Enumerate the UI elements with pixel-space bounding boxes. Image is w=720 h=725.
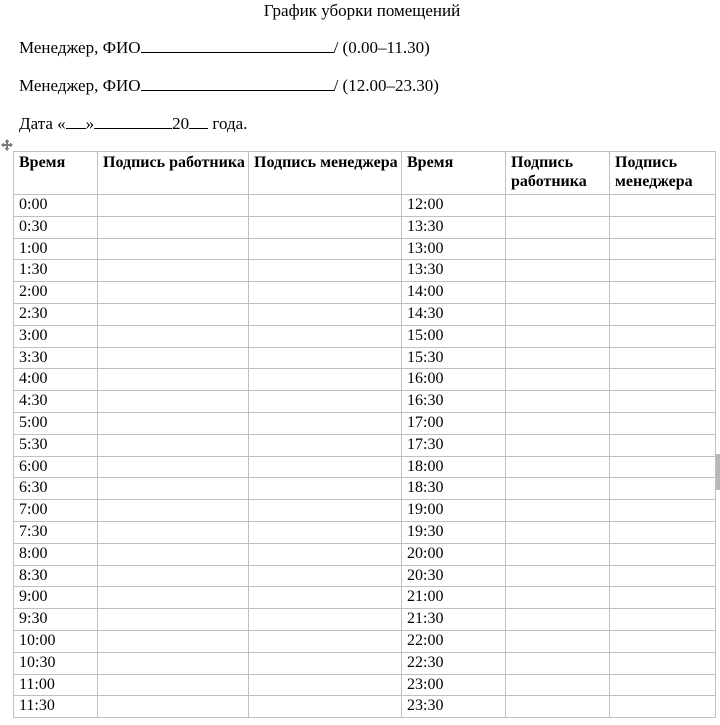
table-row xyxy=(14,195,716,217)
worker-signature-cell[interactable] xyxy=(98,391,249,413)
manager-signature-cell[interactable] xyxy=(249,587,402,609)
worker-signature-cell[interactable] xyxy=(98,696,249,718)
worker-signature-cell[interactable] xyxy=(506,696,610,718)
time-cell-day: 13:00 xyxy=(402,238,506,260)
manager-signature-cell[interactable] xyxy=(610,369,716,391)
worker-signature-cell[interactable] xyxy=(506,195,610,217)
time-cell-day: 23:30 xyxy=(402,696,506,718)
manager-signature-cell[interactable] xyxy=(610,282,716,304)
manager-signature-cell[interactable] xyxy=(249,238,402,260)
time-cell-night: 5:00 xyxy=(14,412,98,434)
table-row xyxy=(14,478,716,500)
manager-signature-cell[interactable] xyxy=(610,500,716,522)
worker-signature-cell[interactable] xyxy=(98,630,249,652)
time-cell-night: 10:30 xyxy=(14,652,98,674)
time-cell-day: 19:30 xyxy=(402,521,506,543)
table-row xyxy=(14,587,716,609)
date-line xyxy=(19,114,247,134)
manager-signature-cell[interactable] xyxy=(249,412,402,434)
time-cell-night: 3:30 xyxy=(14,347,98,369)
worker-signature-cell[interactable] xyxy=(506,478,610,500)
manager-signature-cell[interactable] xyxy=(610,521,716,543)
manager-signature-cell[interactable] xyxy=(610,216,716,238)
table-body xyxy=(14,195,716,718)
manager-signature-cell[interactable] xyxy=(249,456,402,478)
manager-label: Менеджер, ФИО xyxy=(19,76,141,95)
time-cell-night: 10:00 xyxy=(14,630,98,652)
manager-signature-cell[interactable] xyxy=(249,282,402,304)
worker-signature-cell[interactable] xyxy=(506,630,610,652)
time-cell-night: 8:00 xyxy=(14,543,98,565)
manager-name-blank[interactable] xyxy=(141,76,334,91)
move-arrows-icon[interactable] xyxy=(1,138,13,150)
table-row xyxy=(14,412,716,434)
time-cell-night: 11:30 xyxy=(14,696,98,718)
header-worker-signature-night: Подпись работника xyxy=(98,152,249,195)
worker-signature-cell[interactable] xyxy=(98,195,249,217)
date-day-blank[interactable] xyxy=(66,114,86,129)
time-cell-day: 13:30 xyxy=(402,260,506,282)
manager-line-day xyxy=(19,76,439,96)
time-cell-day: 20:30 xyxy=(402,565,506,587)
worker-signature-cell[interactable] xyxy=(98,674,249,696)
time-cell-day: 22:00 xyxy=(402,630,506,652)
table-header-row xyxy=(14,152,716,195)
scroll-marker[interactable] xyxy=(716,454,720,490)
time-cell-night: 1:00 xyxy=(14,238,98,260)
table-row xyxy=(14,696,716,718)
time-cell-day: 20:00 xyxy=(402,543,506,565)
header-time-day: Время xyxy=(402,152,506,195)
manager-signature-cell[interactable] xyxy=(249,347,402,369)
time-cell-day: 23:00 xyxy=(402,674,506,696)
time-cell-day: 16:00 xyxy=(402,369,506,391)
worker-signature-cell[interactable] xyxy=(98,652,249,674)
time-cell-night: 5:30 xyxy=(14,434,98,456)
time-cell-night: 1:30 xyxy=(14,260,98,282)
worker-signature-cell[interactable] xyxy=(98,543,249,565)
time-cell-day: 21:30 xyxy=(402,609,506,631)
manager-signature-cell[interactable] xyxy=(249,696,402,718)
manager-signature-cell[interactable] xyxy=(610,609,716,631)
time-cell-night: 4:30 xyxy=(14,391,98,413)
manager-shift: / (12.00–23.30) xyxy=(333,76,439,95)
worker-signature-cell[interactable] xyxy=(98,216,249,238)
time-cell-day: 16:30 xyxy=(402,391,506,413)
manager-signature-cell[interactable] xyxy=(249,543,402,565)
worker-signature-cell[interactable] xyxy=(506,282,610,304)
move-arrows-icon-svg xyxy=(1,139,13,151)
manager-signature-cell[interactable] xyxy=(249,216,402,238)
table-row xyxy=(14,456,716,478)
time-cell-day: 21:00 xyxy=(402,587,506,609)
worker-signature-cell[interactable] xyxy=(506,347,610,369)
time-cell-day: 22:30 xyxy=(402,652,506,674)
worker-signature-cell[interactable] xyxy=(98,478,249,500)
worker-signature-cell[interactable] xyxy=(506,543,610,565)
worker-signature-cell[interactable] xyxy=(98,260,249,282)
table-row xyxy=(14,630,716,652)
time-cell-night: 9:30 xyxy=(14,609,98,631)
table-row xyxy=(14,565,716,587)
worker-signature-cell[interactable] xyxy=(506,521,610,543)
table-row xyxy=(14,609,716,631)
worker-signature-cell[interactable] xyxy=(506,369,610,391)
table-row xyxy=(14,238,716,260)
table-row xyxy=(14,369,716,391)
manager-signature-cell[interactable] xyxy=(249,652,402,674)
worker-signature-cell[interactable] xyxy=(98,500,249,522)
worker-signature-cell[interactable] xyxy=(98,238,249,260)
time-cell-day: 18:30 xyxy=(402,478,506,500)
manager-signature-cell[interactable] xyxy=(249,630,402,652)
worker-signature-cell[interactable] xyxy=(98,434,249,456)
worker-signature-cell[interactable] xyxy=(506,260,610,282)
time-cell-night: 7:00 xyxy=(14,500,98,522)
manager-signature-cell[interactable] xyxy=(249,434,402,456)
manager-signature-cell[interactable] xyxy=(249,521,402,543)
date-year-blank[interactable] xyxy=(189,114,208,129)
time-cell-day: 15:30 xyxy=(402,347,506,369)
manager-signature-cell[interactable] xyxy=(610,565,716,587)
table-row xyxy=(14,652,716,674)
time-cell-night: 6:00 xyxy=(14,456,98,478)
time-cell-night: 9:00 xyxy=(14,587,98,609)
time-cell-day: 14:00 xyxy=(402,282,506,304)
manager-signature-cell[interactable] xyxy=(610,543,716,565)
table-row xyxy=(14,260,716,282)
worker-signature-cell[interactable] xyxy=(506,216,610,238)
manager-signature-cell[interactable] xyxy=(249,609,402,631)
worker-signature-cell[interactable] xyxy=(98,325,249,347)
worker-signature-cell[interactable] xyxy=(506,587,610,609)
manager-signature-cell[interactable] xyxy=(249,303,402,325)
manager-signature-cell[interactable] xyxy=(610,478,716,500)
date-suffix: года. xyxy=(208,114,248,133)
manager-signature-cell[interactable] xyxy=(610,238,716,260)
worker-signature-cell[interactable] xyxy=(98,412,249,434)
worker-signature-cell[interactable] xyxy=(506,674,610,696)
manager-shift: / (0.00–11.30) xyxy=(333,38,430,57)
table-row xyxy=(14,521,716,543)
worker-signature-cell[interactable] xyxy=(506,609,610,631)
manager-signature-cell[interactable] xyxy=(610,412,716,434)
manager-signature-cell[interactable] xyxy=(249,260,402,282)
time-cell-day: 17:30 xyxy=(402,434,506,456)
worker-signature-cell[interactable] xyxy=(98,303,249,325)
time-cell-night: 7:30 xyxy=(14,521,98,543)
header-worker-signature-day: Подпись работника xyxy=(506,152,610,195)
manager-signature-cell[interactable] xyxy=(610,303,716,325)
time-cell-day: 12:00 xyxy=(402,195,506,217)
table-row xyxy=(14,325,716,347)
time-cell-day: 13:30 xyxy=(402,216,506,238)
table-row xyxy=(14,216,716,238)
time-cell-day: 17:00 xyxy=(402,412,506,434)
worker-signature-cell[interactable] xyxy=(98,609,249,631)
manager-signature-cell[interactable] xyxy=(249,565,402,587)
worker-signature-cell[interactable] xyxy=(98,521,249,543)
table-row xyxy=(14,347,716,369)
worker-signature-cell[interactable] xyxy=(98,587,249,609)
table-row xyxy=(14,500,716,522)
worker-signature-cell[interactable] xyxy=(506,456,610,478)
time-cell-day: 14:30 xyxy=(402,303,506,325)
header-manager-signature-night: Подпись менеджера xyxy=(249,152,402,195)
worker-signature-cell[interactable] xyxy=(98,565,249,587)
worker-signature-cell[interactable] xyxy=(506,391,610,413)
manager-signature-cell[interactable] xyxy=(610,674,716,696)
worker-signature-cell[interactable] xyxy=(506,303,610,325)
manager-signature-cell[interactable] xyxy=(610,391,716,413)
time-cell-night: 2:00 xyxy=(14,282,98,304)
table-row xyxy=(14,391,716,413)
manager-signature-cell[interactable] xyxy=(610,630,716,652)
manager-signature-cell[interactable] xyxy=(249,674,402,696)
time-cell-night: 0:30 xyxy=(14,216,98,238)
manager-signature-cell[interactable] xyxy=(610,587,716,609)
manager-signature-cell[interactable] xyxy=(249,478,402,500)
header-time-night: Время xyxy=(14,152,98,195)
time-cell-night: 3:00 xyxy=(14,325,98,347)
manager-signature-cell[interactable] xyxy=(610,260,716,282)
manager-signature-cell[interactable] xyxy=(249,500,402,522)
manager-name-blank[interactable] xyxy=(141,38,334,53)
worker-signature-cell[interactable] xyxy=(506,238,610,260)
manager-line-night xyxy=(19,38,430,58)
time-cell-night: 0:00 xyxy=(14,195,98,217)
document-title: График уборки помещений xyxy=(263,1,461,20)
manager-label: Менеджер, ФИО xyxy=(19,38,141,57)
worker-signature-cell[interactable] xyxy=(506,652,610,674)
manager-signature-cell[interactable] xyxy=(249,391,402,413)
cleaning-schedule-table xyxy=(13,151,716,718)
date-prefix: Дата « xyxy=(19,114,66,133)
time-cell-night: 2:30 xyxy=(14,303,98,325)
date-month-blank[interactable] xyxy=(94,114,172,129)
time-cell-night: 11:00 xyxy=(14,674,98,696)
manager-signature-cell[interactable] xyxy=(610,347,716,369)
time-cell-night: 6:30 xyxy=(14,478,98,500)
header-manager-signature-day: Подпись менеджера xyxy=(610,152,716,195)
manager-signature-cell[interactable] xyxy=(610,456,716,478)
manager-signature-cell[interactable] xyxy=(610,434,716,456)
date-century: 20 xyxy=(172,114,190,133)
time-cell-day: 18:00 xyxy=(402,456,506,478)
date-mid: » xyxy=(85,114,95,133)
manager-signature-cell[interactable] xyxy=(610,652,716,674)
table-row xyxy=(14,543,716,565)
table-row xyxy=(14,303,716,325)
time-cell-night: 4:00 xyxy=(14,369,98,391)
table-row xyxy=(14,282,716,304)
worker-signature-cell[interactable] xyxy=(98,347,249,369)
manager-signature-cell[interactable] xyxy=(249,369,402,391)
table-row xyxy=(14,674,716,696)
time-cell-day: 19:00 xyxy=(402,500,506,522)
worker-signature-cell[interactable] xyxy=(506,325,610,347)
time-cell-night: 8:30 xyxy=(14,565,98,587)
manager-signature-cell[interactable] xyxy=(610,325,716,347)
manager-signature-cell[interactable] xyxy=(610,696,716,718)
worker-signature-cell[interactable] xyxy=(506,500,610,522)
worker-signature-cell[interactable] xyxy=(98,282,249,304)
table-row xyxy=(14,434,716,456)
worker-signature-cell[interactable] xyxy=(506,565,610,587)
time-cell-day: 15:00 xyxy=(402,325,506,347)
manager-signature-cell[interactable] xyxy=(249,195,402,217)
worker-signature-cell[interactable] xyxy=(506,412,610,434)
manager-signature-cell[interactable] xyxy=(610,195,716,217)
worker-signature-cell[interactable] xyxy=(98,369,249,391)
manager-signature-cell[interactable] xyxy=(249,325,402,347)
worker-signature-cell[interactable] xyxy=(506,434,610,456)
worker-signature-cell[interactable] xyxy=(98,456,249,478)
